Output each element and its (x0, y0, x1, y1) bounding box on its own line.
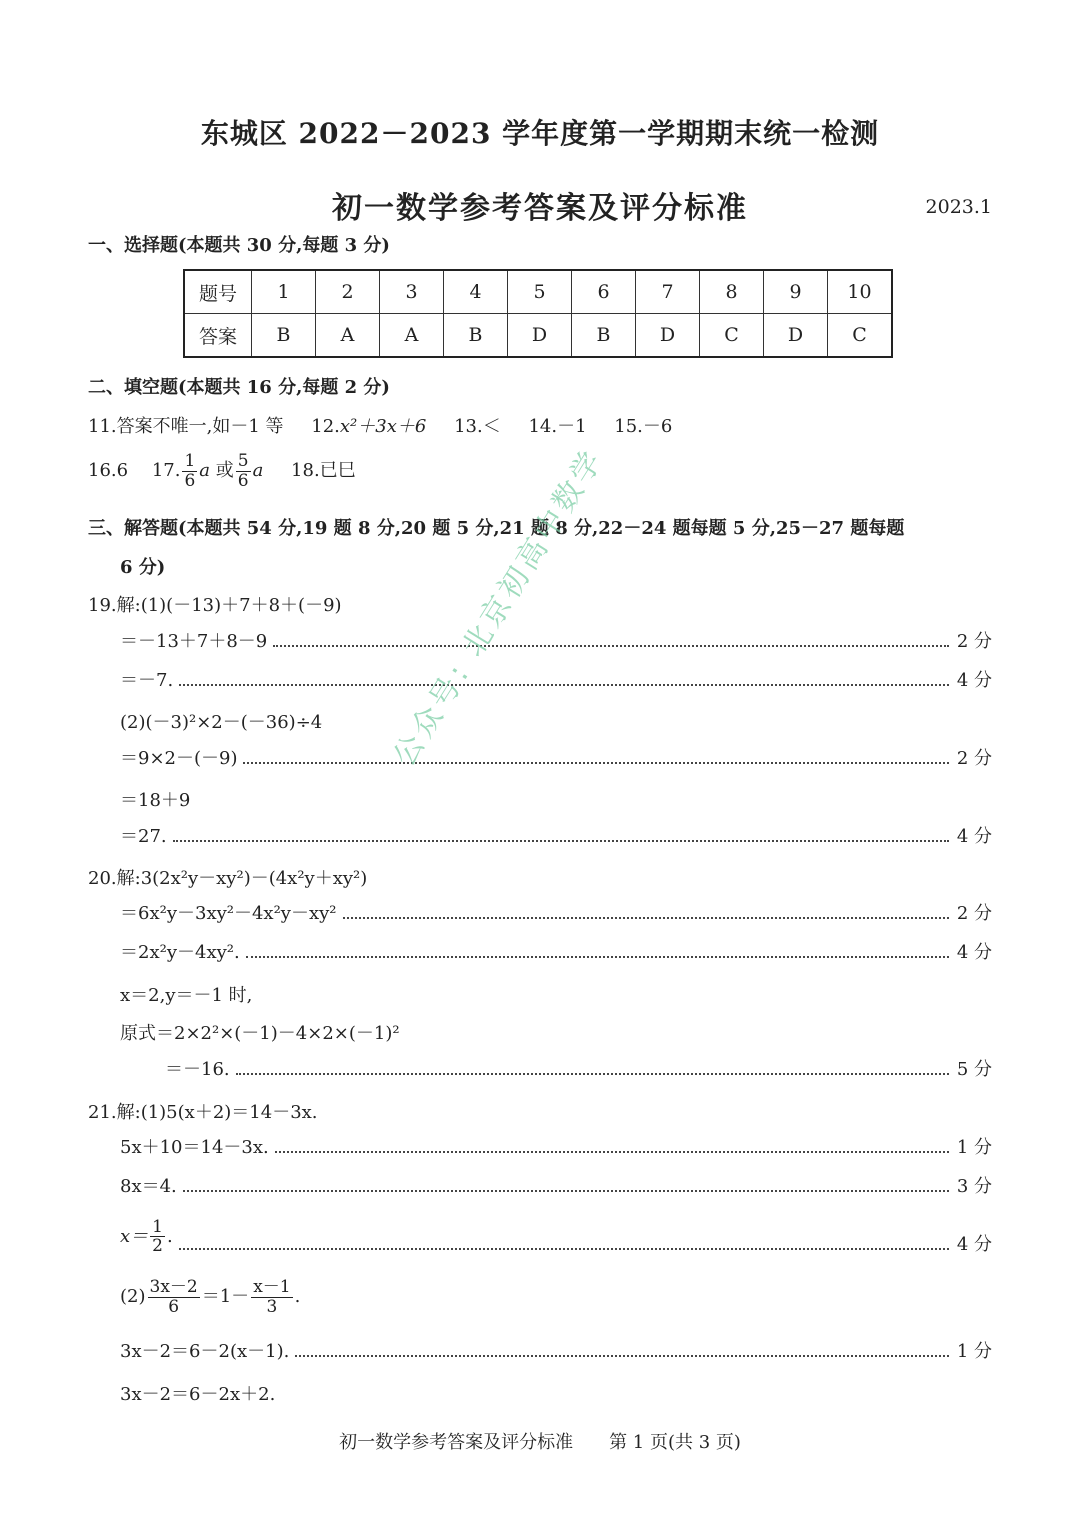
answer-q13: 13.＜ (454, 416, 501, 437)
table-cell: D (636, 314, 700, 358)
watermark-text: 公众号: 北京初高中数学 (386, 442, 612, 773)
table-cell: D (508, 314, 572, 358)
table-cell: 3 (380, 270, 444, 314)
step-expression: 5x＋10＝14－3x. (120, 1137, 269, 1158)
answer-q18: 18.已巳 (291, 460, 356, 482)
step-score: 4 分 (956, 670, 992, 691)
step-expression: ＝－16. (165, 1059, 230, 1080)
section3-heading: 三、解答题(本题共 54 分,19 题 8 分,20 题 5 分,21 题 8 分,22－24 题每题 5 分,25－27 题每题 (88, 518, 905, 539)
table-cell: C (828, 314, 893, 358)
table-cell: A (380, 314, 444, 358)
q19-step-1 (120, 625, 992, 653)
leader-dots (343, 917, 949, 919)
variable-a: a (199, 460, 211, 482)
q19-step-3 (120, 742, 992, 770)
fraction-five-sixths: $\frac{5}{6}$ (237, 451, 249, 491)
document-title: 东城区 2022－2023 学年度第一学期期末统一检测 (200, 117, 880, 150)
leader-dots (179, 684, 949, 686)
q21-head: 21.解:(1)5(x＋2)＝14－3x. (88, 1102, 318, 1123)
answer-q14: 14.－1 (528, 416, 587, 437)
row-label-number: 题号 (184, 270, 252, 314)
step-expression: ＝9×2－(－9) (120, 748, 238, 769)
step-expression (120, 1218, 179, 1256)
answer-q17-prefix: 17. (151, 460, 181, 482)
section1-heading: 一、选择题(本题共 30 分,每题 3 分) (88, 235, 390, 256)
fill-blank-line-2 (88, 452, 356, 490)
document-subtitle: 初一数学参考答案及评分标准 (332, 191, 748, 226)
answer-q11: 11.答案不唯一,如－1 等 (88, 416, 284, 437)
row-label-answer: 答案 (184, 314, 252, 358)
table-cell: 4 (444, 270, 508, 314)
table-cell: A (316, 314, 380, 358)
leader-dots (275, 1151, 949, 1153)
fraction-one-half: $\frac{1}{2}$ (152, 1216, 163, 1257)
table-cell: D (764, 314, 828, 358)
step-score: 4 分 (956, 826, 992, 847)
step-expression: ＝－13＋7＋8－9 (120, 631, 268, 652)
section3-heading-cont: 6 分) (120, 557, 166, 578)
table-cell: B (444, 314, 508, 358)
step-score: 3 分 (956, 1176, 992, 1197)
q21-step-5: 3x－2＝6－2x＋2. (120, 1384, 276, 1405)
leader-dots (236, 1073, 949, 1075)
fraction-left: $\frac{3x-2}{6}$ (149, 1277, 198, 1317)
q21-step-1 (120, 1131, 992, 1159)
table-cell: B (572, 314, 636, 358)
q21-step-4 (120, 1335, 992, 1363)
table-cell: 6 (572, 270, 636, 314)
q20-step-2 (120, 936, 992, 964)
leader-dots (173, 840, 949, 842)
table-cell: C (700, 314, 764, 358)
leader-dots (243, 762, 948, 764)
step-score: 2 分 (956, 748, 992, 769)
q20-head: 20.解:3(2x²y－xy²)－(4x²y＋xy²) (88, 868, 368, 889)
table-cell: 9 (764, 270, 828, 314)
expr-suffix: . (294, 1286, 301, 1308)
document-date: 2023.1 (925, 196, 992, 218)
equation-middle: ＝1－ (201, 1286, 250, 1308)
section2-heading: 二、填空题(本题共 16 分,每题 2 分) (88, 377, 390, 398)
step-expression: ＝－7. (120, 670, 174, 691)
table-row-numbers (184, 270, 892, 314)
step-score: 2 分 (956, 903, 992, 924)
step-score: 4 分 (956, 1234, 992, 1255)
step-score: 1 分 (956, 1341, 992, 1362)
step-score: 2 分 (956, 631, 992, 652)
step-score: 4 分 (956, 942, 992, 963)
part-label: (2) (120, 1286, 146, 1308)
step-expression: 8x＝4. (120, 1176, 177, 1197)
table-cell: 8 (700, 270, 764, 314)
q21-part2 (120, 1278, 300, 1316)
fill-blank-line-1 (88, 412, 672, 438)
leader-dots (246, 956, 949, 958)
leader-dots (183, 1190, 949, 1192)
answer-q16: 16.6 (88, 460, 129, 482)
variable-a: a (252, 460, 264, 482)
q20-original: 原式＝2×2²×(－1)－4×2×(－1)² (120, 1023, 400, 1044)
table-row-answers (184, 314, 892, 358)
table-cell: 7 (636, 270, 700, 314)
choice-answer-table (183, 269, 893, 358)
step-expression: ＝2x²y－4xy². (120, 942, 240, 963)
step-expression: 3x－2＝6－2(x－1). (120, 1341, 290, 1362)
q19-step-2 (120, 664, 992, 692)
fraction-right: $\frac{x-1}{3}$ (253, 1277, 291, 1317)
table-cell: 2 (316, 270, 380, 314)
answer-q12-prefix: 12. (311, 416, 340, 437)
q19-step-4: ＝18＋9 (120, 790, 191, 811)
q20-step-3 (165, 1053, 992, 1081)
step-score: 5 分 (956, 1059, 992, 1080)
q21-step-3 (120, 1212, 992, 1256)
q19-part2: (2)(－3)²×2－(－36)÷4 (120, 712, 323, 733)
table-cell: 1 (252, 270, 316, 314)
leader-dots (273, 645, 949, 647)
step-expression: ＝27. (120, 826, 167, 847)
leader-dots (179, 1248, 949, 1250)
fraction-one-sixth: $\frac{1}{6}$ (184, 451, 196, 491)
q20-step-1 (120, 897, 992, 925)
step-score: 1 分 (956, 1137, 992, 1158)
expr-prefix: x＝ (120, 1225, 149, 1247)
q20-condition: x＝2,y＝－1 时, (120, 985, 253, 1006)
answer-q12: x²＋3x＋6 (339, 416, 427, 437)
answer-q15: 15.－6 (614, 416, 673, 437)
table-cell: 10 (828, 270, 893, 314)
leader-dots (295, 1355, 948, 1357)
table-cell: 5 (508, 270, 572, 314)
table-cell: B (252, 314, 316, 358)
or-word: 或 (215, 460, 234, 482)
step-expression: ＝6x²y－3xy²－4x²y－xy² (120, 903, 337, 924)
page-footer: 初一数学参考答案及评分标准 第 1 页(共 3 页) (339, 1432, 741, 1453)
q19-step-5 (120, 820, 992, 848)
q21-step-2 (120, 1170, 992, 1198)
q19-head: 19.解:(1)(－13)＋7＋8＋(－9) (88, 595, 342, 616)
expr-suffix: . (166, 1225, 173, 1247)
